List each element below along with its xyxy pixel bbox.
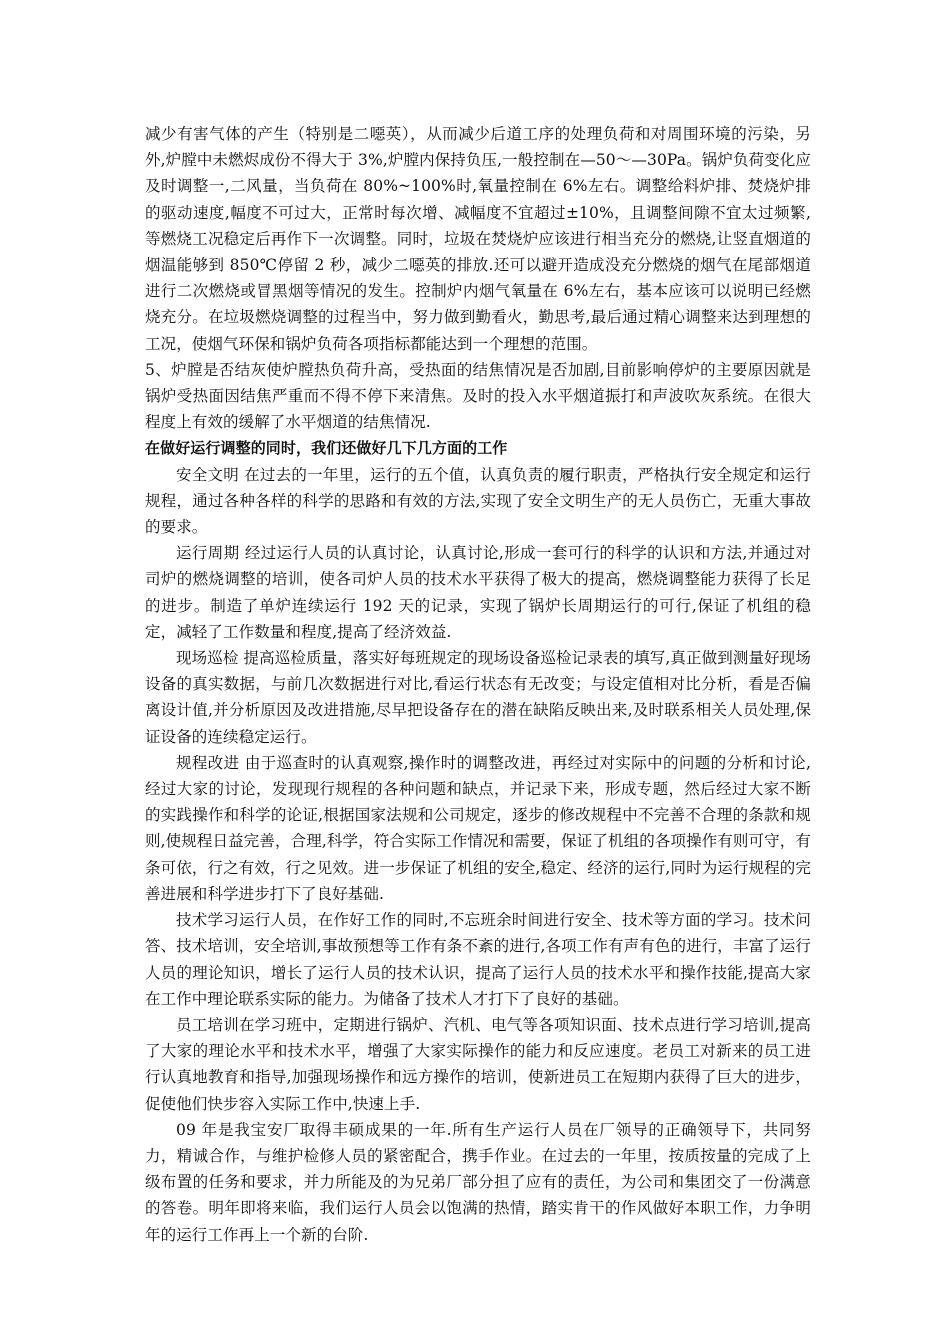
paragraph-safety: 安全文明 在过去的一年里，运行的五个值，认真负责的履行职责，严格执行安全规定和运行规程，通过各种各样的科学的思路和有效的方法,实现了安全文明生产的无人员伤亡，无重大事故的要求。: [145, 465, 811, 537]
paragraph-procedure-improvement: 规程改进 由于巡查时的认真观察,操作时的调整改进，再经过对实际中的问题的分析和讨论,经过大家的讨论，发现现行规程的各种问题和缺点，并记录下来，形成专题，然后经过大家不断的实践操作和科学的论证,根据国家法规和公司规定，逐步的修改规程中不完善不合理的条款和规则,使规程日益完善，合理,科学，符合实际工作情况和需要，保证了机组的各项操作有则可守，有条可依，行之有效，行之见效。进一步保证了机组的安全,稳定、经济的运行,同时为运行规程的完善进展和科学进步打下了良好基础.: [145, 753, 811, 903]
document-body: [145, 121, 811, 1248]
paragraph-item-5-furnace-slagging: 5、炉膛是否结灰使炉膛热负荷升高，受热面的结焦情况是否加剧,目前影响停炉的主要原因就是锅炉受热面因结焦严重而不得不停下来清焦。及时的投入水平烟道振打和声波吹灰系统。在很大程度上有效的缓解了水平烟道的结焦情况.: [145, 360, 811, 432]
paragraph-operation-cycle: 运行周期 经过运行人员的认真讨论，认真讨论,形成一套可行的科学的认识和方法,并通过对司炉的燃烧调整的培训，使各司炉人员的技术水平获得了极大的提高，燃烧调整能力获得了长足的进步。制造了单炉连续运行 192 天的记录，实现了锅炉长周期运行的可行,保证了机组的稳定，减轻了工作数量和程度,提高了经济效益.: [145, 544, 811, 641]
paragraph-technical-study: 技术学习运行人员，在作好工作的同时,不忘班余时间进行安全、技术等方面的学习。技术问答、技术培训，安全培训,事故预想等工作有条不紊的进行,各项工作有声有色的进行，丰富了运行人员的理论知识，增长了运行人员的技术认识，提高了运行人员的技术水平和操作技能,提高大家在工作中理论联系实际的能力。为储备了技术人才打下了良好的基础。: [145, 911, 811, 1008]
section-heading: 在做好运行调整的同时，我们还做好几下几方面的工作: [145, 439, 508, 458]
paragraph-combustion-adjustment: 减少有害气体的产生（特别是二噁英），从而减少后道工序的处理负荷和对周围环境的污染，另外,炉膛中未燃烬成份不得大于 3%,炉膛内保持负压,一般控制在—50～—30Pa。锅炉负荷变化应及时调整一,二风量，当负荷在 80%~100%时,氧量控制在 6%左右。调整给料炉排、焚烧炉排的驱动速度,幅度不可过大，正常时每次增、减幅度不宜超过±10%，且调整间隙不宜太过频繁,等燃烧工况稳定后再作下一次调整。同时，垃圾在焚烧炉应该进行相当充分的燃烧,让竖直烟道的烟温能够到 850℃停留 2 秒，减少二噁英的排放.还可以避开造成没充分燃烧的烟气在尾部烟道进行二次燃烧或冒黑烟等情况的发生。控制炉内烟气氧量在 6%左右，基本应该可以说明已经燃烧充分。在垃圾燃烧调整的过程当中，努力做到勤看火，勤思考,最后通过精心调整来达到理想的工况，使烟气环保和锅炉负荷各项指标都能达到一个理想的范围。: [145, 125, 811, 353]
paragraph-field-inspection: 现场巡检 提高巡检质量，落实好每班规定的现场设备巡检记录表的填写,真正做到测量好现场设备的真实数据，与前几次数据进行对比,看运行状态有无改变；与设定值相对比分析，看是否偏离设计值,并分析原因及改进措施,尽早把设备存在的潜在缺陷反映出来,及时联系相关人员处理,保证设备的连续稳定运行。: [145, 649, 811, 746]
paragraph-staff-training: 员工培训在学习班中，定期进行锅炉、汽机、电气等各项知识面、技术点进行学习培训,提高了大家的理论水平和技术水平，增强了大家实际操作的能力和反应速度。老员工对新来的员工进行认真地教育和指导,加强现场操作和远方操作的培训，使新进员工在短期内获得了巨大的进步，促使他们快步容入实际工作中,快速上手.: [145, 1015, 811, 1113]
paragraph-annual-summary: 09 年是我宝安厂取得丰硕成果的一年.所有生产运行人员在厂领导的正确领导下，共同努力，精诚合作，与维护检修人员的紧密配合，携手作业。在过去的一年里，按质按量的完成了上级布置的任务和要求，并力所能及的为兄弟厂部分担了应有的责任，为公司和集团交了一份满意的答卷。明年即将来临，我们运行人员会以饱满的热情，踏实肯干的作风做好本职工作，力争明年的运行工作再上一个新的台阶.: [145, 1120, 811, 1244]
